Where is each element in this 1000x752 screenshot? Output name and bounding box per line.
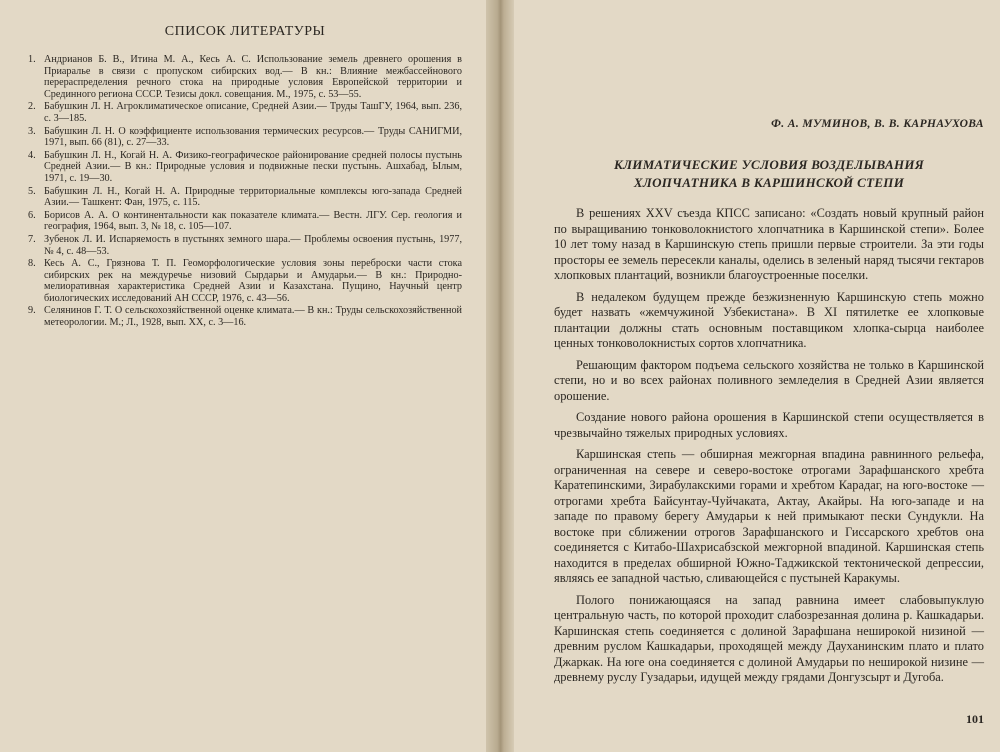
- reference-number: 5.: [28, 185, 36, 197]
- reference-number: 4.: [28, 149, 36, 161]
- reference-item: [28, 126, 462, 149]
- reference-item: [28, 150, 462, 185]
- body-paragraph: В решениях XXV съезда КПСС записано: «Создать новый крупный район по выращиванию тонковолокнистого хлопчатника в Каршинской степи». Более 10 лет тому назад в Каршинскую степь пришли первые строители. За эти годы просторы ее земель пересекли каналы, оделись в зеленый наряд тысячи гектаров хлопковых плантаций, возникли благоустроенные поселки.: [554, 206, 984, 282]
- reference-text: Бабушкин Л. Н. Агроклиматическое описание, Средней Азии.— Труды ТашГУ, 1964, вып. 236, с. 3—185.: [44, 101, 462, 124]
- reference-item: [28, 101, 462, 124]
- reference-item: [28, 234, 462, 257]
- article-title-line-1: КЛИМАТИЧЕСКИЕ УСЛОВИЯ ВОЗДЕЛЫВАНИЯ: [613, 157, 925, 172]
- reference-number: 3.: [28, 125, 36, 137]
- left-page: [0, 0, 486, 752]
- reference-text: Селянинов Г. Т. О сельскохозяйственной оценке климата.— В кн.: Труды сельскохозяйственной метеорологии. М.; Л., 1928, вып. XX, с. 3—16.: [44, 305, 462, 329]
- reference-number: 8.: [28, 258, 36, 270]
- reference-number: 2.: [28, 101, 36, 113]
- reference-item: [28, 54, 462, 100]
- reference-item: [28, 186, 462, 209]
- reference-text: Зубенок Л. И. Испаряемость в пустынях земного шара.— Проблемы освоения пустынь, 1977, № 4, с. 48—53.: [44, 233, 462, 257]
- reference-text: Андрианов Б. В., Итина М. А., Кесь А. С. Использование земель древнего орошения в Приаралье в связи с пропуском сибирских вод.— В кн.: Влияние межбассейнового перераспределения речного стока на природные условия Европейской территории и Срединного региона СССР. Тезисы докл. совещания. М., 1975, с. 53—55.: [44, 54, 462, 100]
- body-paragraph: Полого понижающаяся на запад равнина имеет слабовыпуклую центральную часть, по которой проходит слабозрезанная долина р. Кашкадарьи. Каршинская степь соединяется с долиной Зарафшана неширокой низиной — древним руслом Кашкадарьи, проходящей между Дауханинским плато и плато Джаркак. На юге она соединяется с долиной Амударьи по неширокой низине — древнему руслу Гузадарьи, идущей между грядами Донгузсырт и Дугоба.: [554, 592, 984, 684]
- bibliography-list: [28, 54, 462, 329]
- article-title-line-2: ХЛОПЧАТНИКА В КАРШИНСКОЙ СТЕПИ: [633, 175, 905, 190]
- reference-text: Бабушкин Л. Н., Когай Н. А. Физико-географическое районирование средней полосы пустынь Средней Азии.— В кн.: Природные условия и подвижные пески пустынь. Ашхабад, Ылым, 1971, с. 19—30.: [44, 149, 462, 184]
- body-paragraph: В недалеком будущем прежде безжизненную Каршинскую степь можно будет назвать «жемчужиной Узбекистана». В XI пятилетке ее хлопковые плантации должны стать основным поставщиком хлопка-сырца наиболее ценных тонковолокнистых сортов хлопчатника.: [554, 289, 984, 350]
- reference-text: Бабушкин Л. Н. О коэффициенте использования термических ресурсов.— Труды САНИГМИ, 1971, вып. 66 (81), с. 27—33.: [44, 125, 462, 149]
- bibliography-title: СПИСОК ЛИТЕРАТУРЫ: [164, 24, 326, 39]
- article-title: [554, 156, 984, 192]
- reference-item: [28, 210, 462, 233]
- reference-text: Бабушкин Л. Н., Когай Н. А. Природные территориальные комплексы юго-запада Средней Азии.— Ташкент: Фан, 1975, с. 115.: [44, 185, 462, 209]
- reference-text: Борисов А. А. О континентальности как показателе климата.— Вестн. ЛГУ. Сер. геология и география, 1964, вып. 3, № 18, с. 105—107.: [44, 209, 462, 233]
- body-paragraph: Каршинская степь — обширная межгорная впадина равнинного рельефа, ограниченная на севере и северо-востоке отрогами Зарафшанского хребта Каратепинскими, Зирабулакскими горами и хребтом Карадаг, на юго-востоке — отрогами хребта Байсунтау-Чуйчаката, Актау, Акайры. На юго-западе и на западе по правому берегу Амударьи к ней примыкают пески Сундукли. На востоке при сближении отрогов Зарафшанского и Гиссарского хребтов она соединяется с Китабо-Шахрисабзской межгорной впадиной. Каршинская степь находится в пределах обширной Южно-Таджикской тектонической депрессии, являясь ее западной частью, сливающейся с пустыней Каракумы.: [554, 447, 984, 585]
- page-number: 101: [966, 712, 984, 726]
- reference-number: 6.: [28, 209, 36, 221]
- reference-item: [28, 258, 462, 304]
- book-gutter: [486, 0, 514, 752]
- reference-number: 1.: [28, 54, 36, 65]
- reference-number: 9.: [28, 305, 36, 317]
- body-paragraph: Создание нового района орошения в Каршинской степи осуществляется в чрезвычайно тяжелых природных условиях.: [554, 410, 984, 440]
- body-paragraph: Решающим фактором подъема сельского хозяйства не только в Каршинской степи, но и во всех районах поливного земледелия в Средней Азии является орошение.: [554, 357, 984, 403]
- reference-text: Кесь А. С., Грязнова Т. П. Геоморфологические условия зоны переброски части стока сибирских рек на междуречье низовий Сырдарьи и Амударьи.— В кн.: Природно-мелиоративная характеристика Средней Азии и Казахстана. Пущино, Научный центр биологических исследований АН СССР, 1976, с. 43—56.: [44, 258, 462, 304]
- reference-number: 7.: [28, 233, 36, 245]
- right-page: [514, 0, 1000, 752]
- article-authors: Ф. А. МУМИНОВ, В. В. КАРНАУХОВА: [771, 118, 984, 130]
- reference-item: [28, 305, 462, 328]
